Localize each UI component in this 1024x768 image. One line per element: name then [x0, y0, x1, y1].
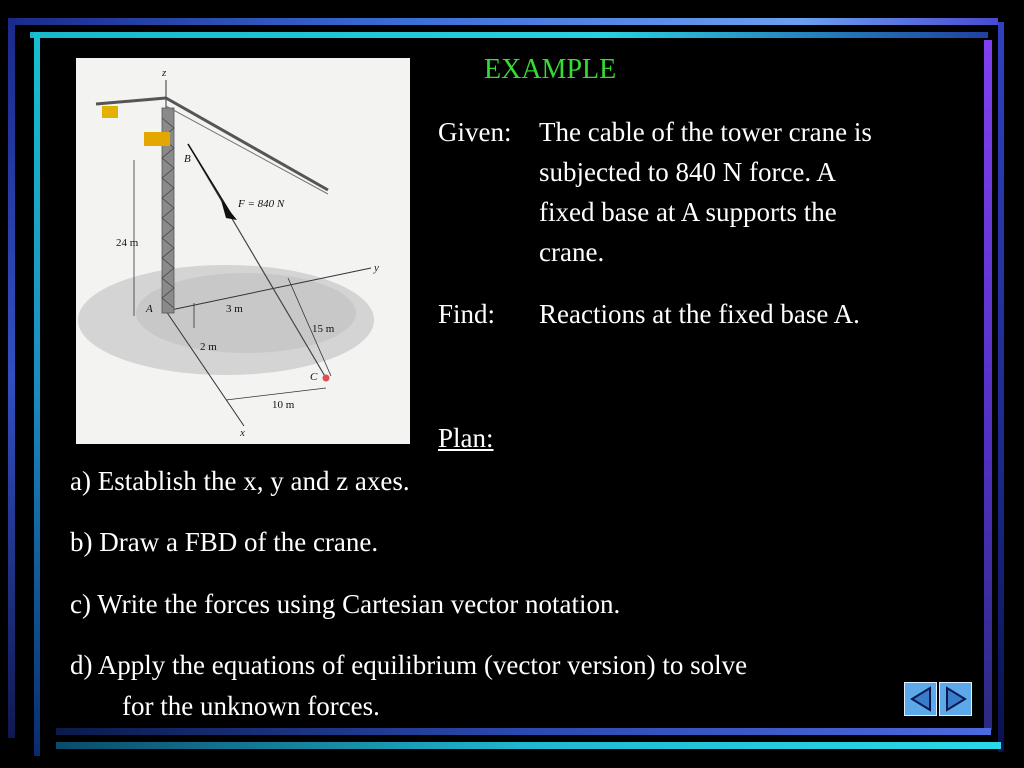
frame-bottom-inner-bar — [56, 728, 991, 735]
frame-right-bar — [998, 22, 1004, 752]
given-line: fixed base at A supports the — [539, 197, 837, 227]
frame-left-inner-bar — [34, 32, 40, 756]
height-dimension-label: 24 m — [116, 237, 139, 249]
slide-title: EXAMPLE — [484, 54, 617, 85]
y-axis-label: y — [374, 262, 379, 274]
triangle-left-icon — [909, 686, 933, 712]
dimension-10m-label: 10 m — [272, 399, 295, 411]
frame-top-inner-bar — [30, 32, 988, 38]
frame-bottom-bar — [56, 742, 1001, 749]
slide-navigation — [904, 682, 974, 718]
crane-diagram — [76, 58, 410, 444]
find-label: Find: — [438, 299, 496, 329]
point-b-label: B — [184, 153, 191, 165]
z-axis-label: z — [162, 67, 167, 79]
point-a-label: A — [146, 303, 153, 315]
crane-jib — [166, 98, 328, 190]
given-line: The cable of the tower crane is — [539, 117, 872, 147]
plan-step: b) Draw a FBD of the crane. — [70, 527, 379, 557]
crane-jib-lower — [166, 106, 328, 194]
given-line: crane. — [539, 237, 605, 267]
next-slide-button[interactable] — [939, 682, 972, 716]
plan-step: a) Establish the x, y and z axes. — [70, 466, 410, 496]
triangle-right-icon — [944, 686, 968, 712]
plan-step-continuation: for the unknown forces. — [122, 691, 380, 721]
find-text: Reactions at the fixed base A. — [539, 299, 860, 329]
given-label: Given: — [438, 117, 512, 147]
dimension-2m-label: 2 m — [200, 341, 217, 353]
force-label: F = 840 N — [238, 198, 285, 210]
counterweight — [102, 106, 118, 118]
dimension-3m-label: 3 m — [226, 303, 243, 315]
previous-slide-button[interactable] — [904, 682, 937, 716]
plan-step: c) Write the forces using Cartesian vector notation. — [70, 589, 621, 619]
frame-right-inner-bar — [984, 40, 992, 730]
counter-jib — [96, 98, 166, 104]
plan-label: Plan: — [438, 423, 494, 453]
crane-figure — [76, 58, 410, 444]
crane-cab — [144, 132, 170, 146]
given-text — [539, 112, 872, 272]
force-arrow-shaft — [188, 144, 231, 214]
frame-left-bar — [8, 18, 15, 738]
plan-step: d) Apply the equations of equilibrium (vector version) to solve — [70, 650, 748, 680]
point-c-label: C — [310, 371, 318, 383]
given-line: subjected to 840 N force. A — [539, 157, 836, 187]
x-axis-label: x — [240, 427, 245, 439]
point-c-marker — [323, 375, 330, 382]
dimension-15m-label: 15 m — [312, 323, 335, 335]
frame-top-bar — [8, 18, 998, 25]
